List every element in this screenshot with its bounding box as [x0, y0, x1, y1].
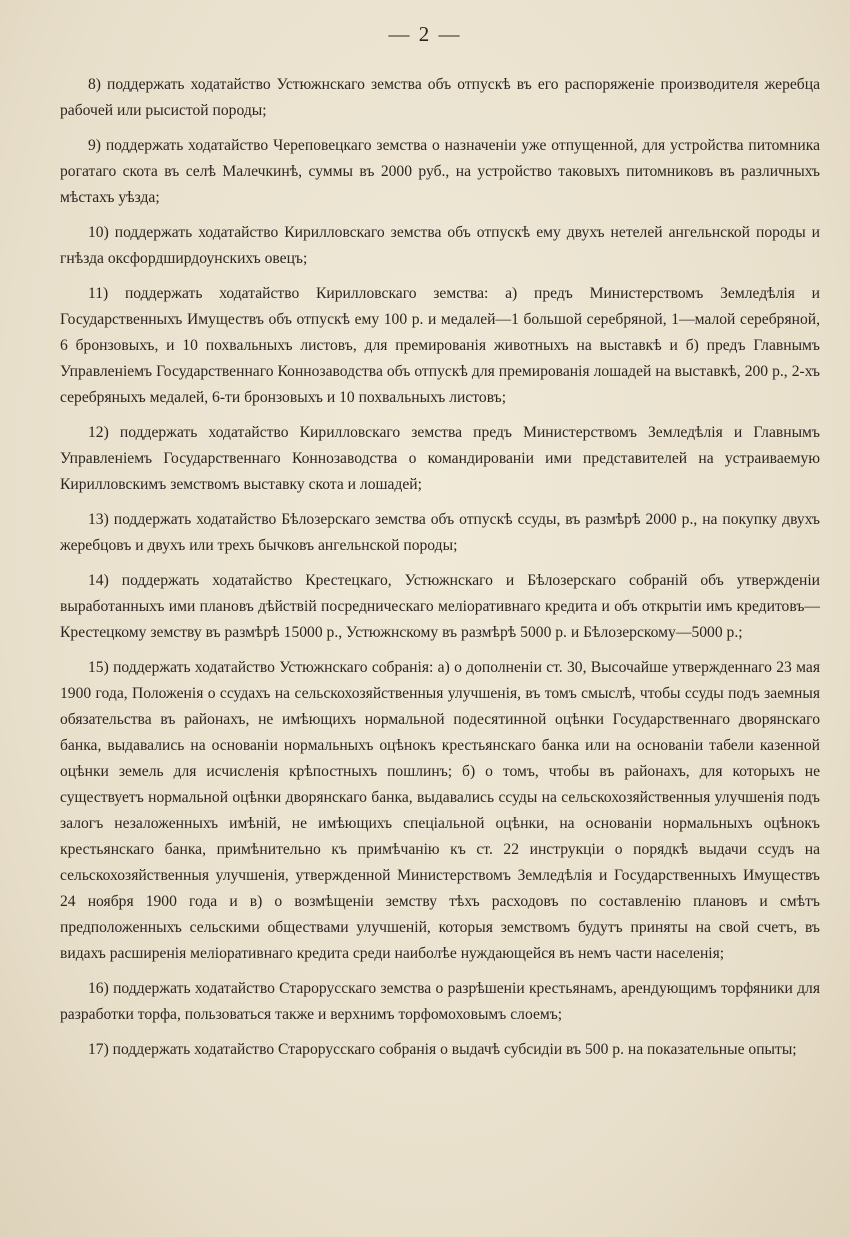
- resolution-item-13: 13) поддержать ходатайство Бѣлозерскаго земства объ отпускѣ ссуды, въ размѣрѣ 2000 р., на покупку двухъ жеребцовъ и двухъ или трехъ бычковъ ангельнской породы;: [60, 511, 820, 554]
- document-body: [60, 72, 820, 1072]
- page-number: — 2 —: [388, 22, 462, 46]
- resolution-item-12: 12) поддержать ходатайство Кирилловскаго земства предъ Министерствомъ Земледѣлія и Главнымъ Управленіемъ Государственнаго Коннозаводства о командированіи ими представителей на устраиваемую Кирилловскимъ земствомъ выставку скота и лошадей;: [60, 424, 820, 493]
- resolution-item-11: 11) поддержать ходатайство Кирилловскаго земства: а) предъ Министерствомъ Земледѣлія и Государственныхъ Имуществъ объ отпускѣ ему 100 р. и медалей—1 большой серебряной, 1—малой серебряной, 6 бронзовыхъ, и 10 похвальныхъ листовъ, для премированія животныхъ на выставкѣ и б) предъ Главнымъ Управленіемъ Государственнаго Коннозаводства объ отпускѣ для премированія лошадей на выставкѣ, 200 р., 2-хъ серебряныхъ медалей, 6-ти бронзовыхъ и 10 похвальныхъ листовъ;: [60, 285, 820, 406]
- resolution-item-17: 17) поддержать ходатайство Старорусскаго собранія о выдачѣ субсидіи въ 500 р. на показательные опыты;: [88, 1041, 797, 1058]
- resolution-item-8: 8) поддержать ходатайство Устюжнскаго земства объ отпускѣ въ его распоряженіе производителя жеребца рабочей или рысистой породы;: [60, 76, 820, 119]
- resolution-item-15: 15) поддержать ходатайство Устюжнскаго собранія: а) о дополненіи ст. 30, Высочайше утвержденнаго 23 мая 1900 года, Положенія о ссудахъ на сельскохозяйственныя улучшенія, въ томъ смыслѣ, чтобы ссуды подъ заемныя обязательства въ районахъ, не имѣющихъ нормальной подесятинной оцѣнки Государственнаго дворянскаго банка, выдавались на основаніи нормальныхъ оцѣнокъ крестьянскаго банка или на основаніи табели казенной оцѣнки земель для исчисленія крѣпостныхъ пошлинъ; б) о томъ, чтобы въ районахъ, для которыхъ не существуетъ нормальной оцѣнки дворянскаго банка, выдавались ссуды на сельскохозяйственныя улучшенія подъ залогъ незаложенныхъ имѣній, не имѣющихъ спеціальной оцѣнки, на основаніи нормальныхъ оцѣнокъ крестьянскаго банка, примѣнительно къ примѣчанію къ ст. 22 инструкціи о порядкѣ выдачи ссудъ на сельскохозяйственныя улучшенія, утвержденной Министерствомъ Земледѣлія и Государственныхъ Имуществъ 24 ноября 1900 года и в) о возмѣщеніи земству тѣхъ расходовъ по составленію плановъ и смѣтъ предположенныхъ сельскими обществами улучшеній, которыя земствомъ будутъ приняты на свой счетъ, въ видахъ расширенія меліоративнаго кредита среди наиболѣе нуждающейся въ немъ части населенія;: [60, 659, 820, 962]
- resolution-item-16: 16) поддержать ходатайство Старорусскаго земства о разрѣшеніи крестьянамъ, арендующимъ торфяники для разработки торфа, пользоваться также и верхнимъ торфомоховымъ слоемъ;: [60, 980, 820, 1023]
- resolution-item-10: 10) поддержать ходатайство Кирилловскаго земства объ отпускѣ ему двухъ нетелей ангельнской породы и гнѣзда оксфордширдоунскихъ овецъ;: [60, 224, 820, 267]
- resolution-item-14: 14) поддержать ходатайство Крестецкаго, Устюжнскаго и Бѣлозерскаго собраній объ утвержденіи выработанныхъ ими плановъ дѣйствій посредническаго меліоративнаго кредита и объ открытіи имъ кредитовъ—Крестецкому земству въ размѣрѣ 15000 р., Устюжнскому въ размѣрѣ 5000 р. и Бѣлозерскому—5000 р.;: [60, 572, 820, 641]
- resolution-item-9: 9) поддержать ходатайство Череповецкаго земства о назначеніи уже отпущенной, для устройства питомника рогатаго скота въ селѣ Малечкинѣ, суммы въ 2000 руб., на устройство таковыхъ питомниковъ въ различныхъ мѣстахъ уѣзда;: [60, 137, 820, 206]
